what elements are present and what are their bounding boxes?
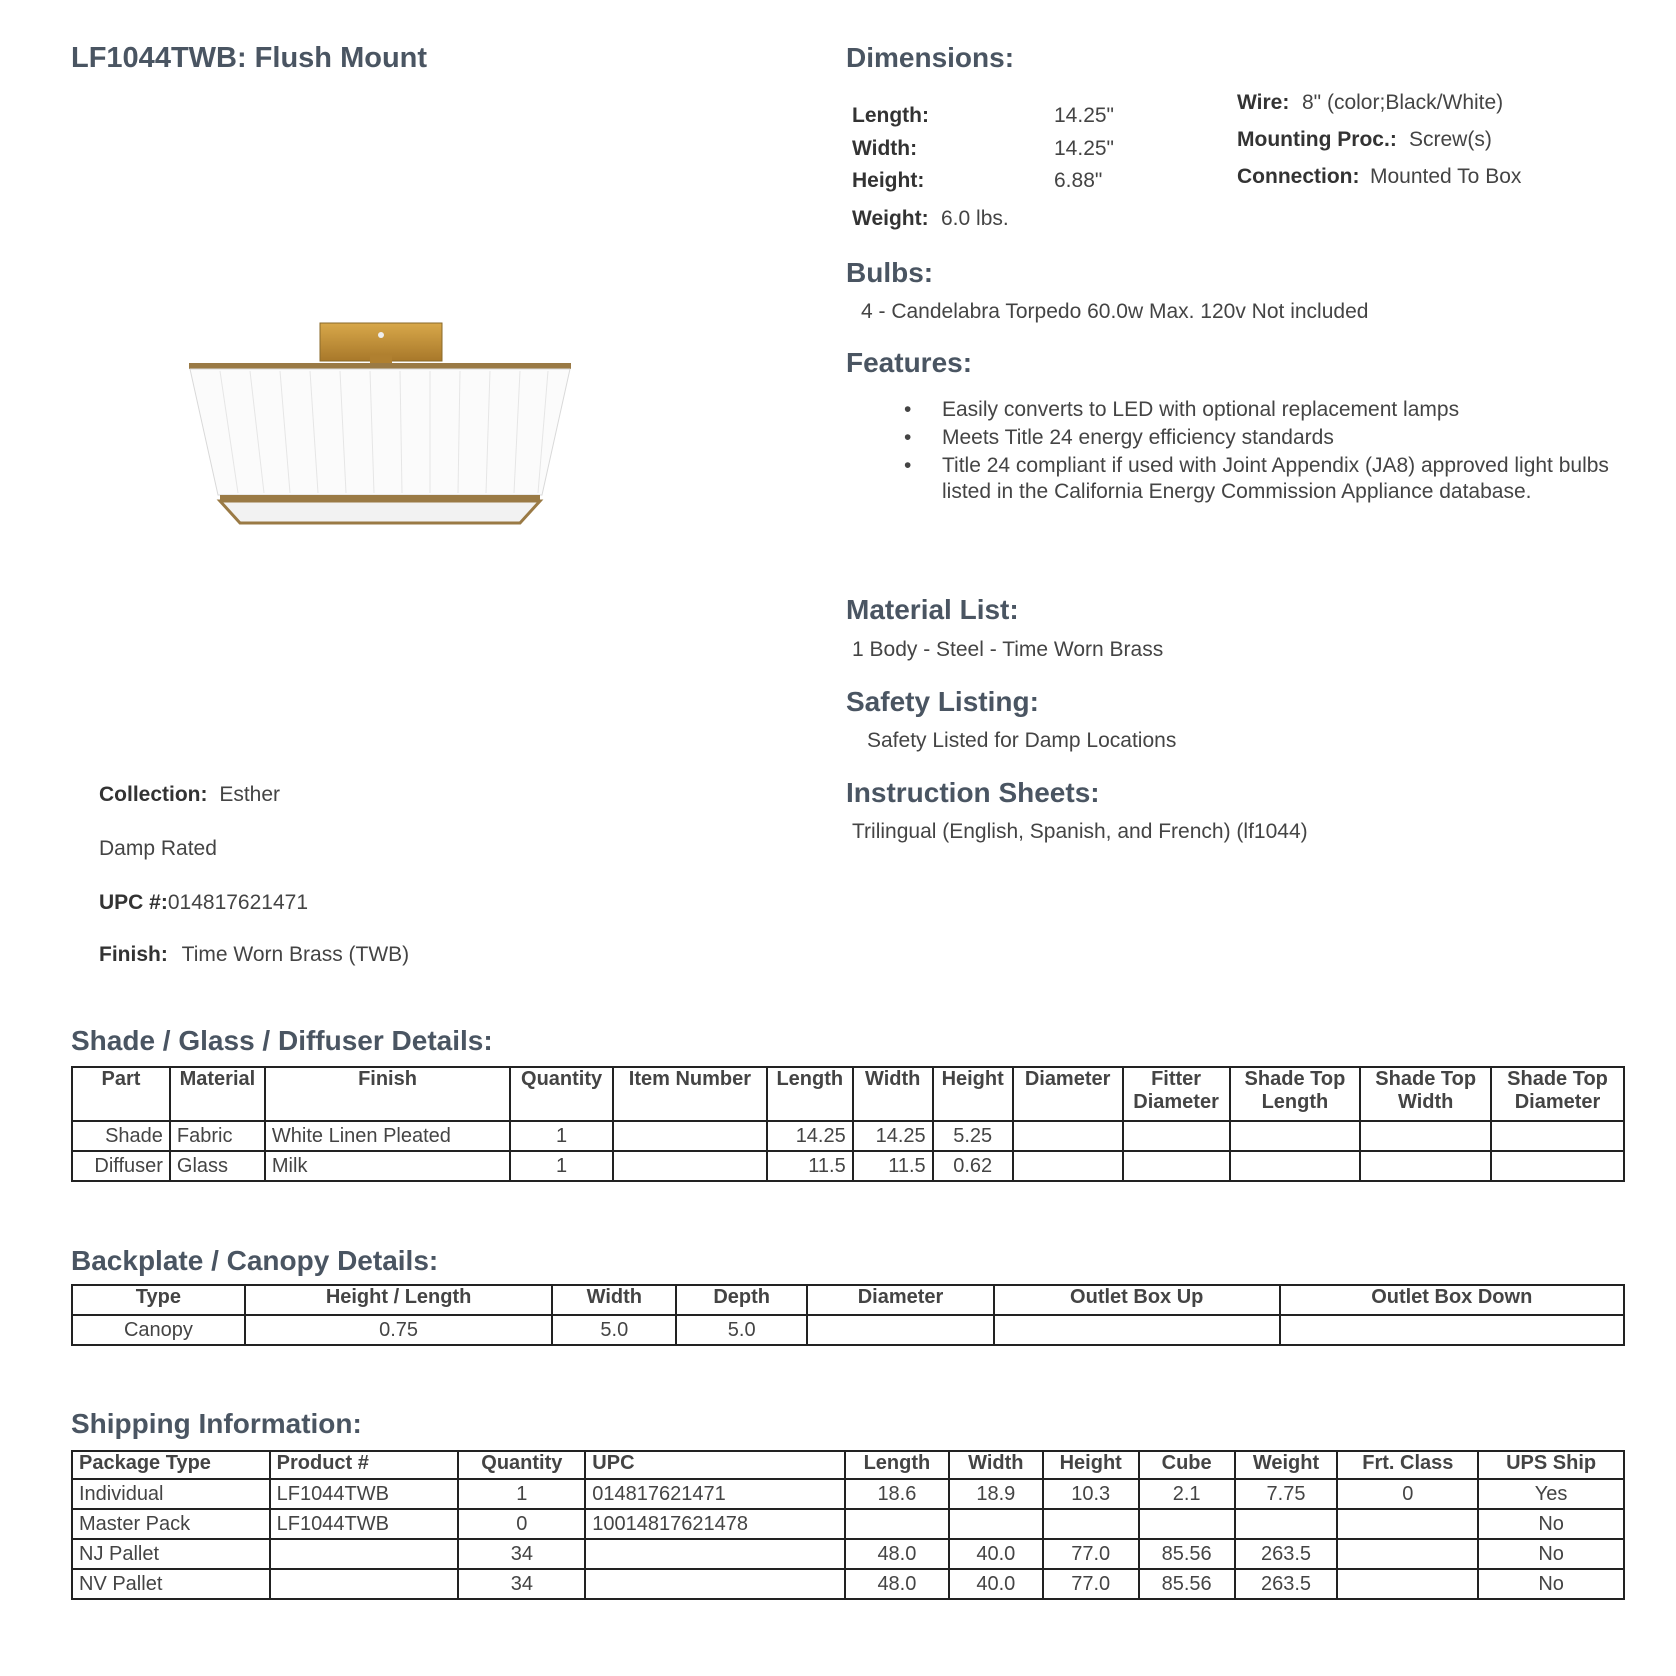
table-cell: 1: [458, 1479, 585, 1509]
table-cell: Milk: [265, 1151, 510, 1181]
col-header: UPC: [585, 1451, 845, 1479]
table-cell: 0: [1337, 1479, 1478, 1509]
length-value: 14.25": [1054, 104, 1115, 127]
safety-text: Safety Listed for Damp Locations: [867, 729, 1177, 752]
col-header: Package Type: [72, 1451, 270, 1479]
damp-rated: Damp Rated: [99, 837, 217, 860]
table-cell: Master Pack: [72, 1509, 270, 1539]
table-cell: 14.25: [853, 1121, 933, 1151]
table-cell: [613, 1151, 767, 1181]
connection-value: Mounted To Box: [1370, 165, 1522, 188]
table-cell: [1337, 1539, 1478, 1569]
col-header: Material: [170, 1067, 265, 1121]
length-label: Length:: [852, 104, 929, 127]
col-header: Length: [845, 1451, 949, 1479]
table-cell: Diffuser: [72, 1151, 170, 1181]
table-cell: 18.9: [949, 1479, 1043, 1509]
finish-label: Finish:: [99, 943, 168, 966]
table-cell: 263.5: [1235, 1569, 1338, 1599]
feature-item: • Meets Title 24 energy efficiency standards: [904, 425, 1614, 451]
table-row: [72, 1315, 1624, 1345]
table-cell: 5.25: [933, 1121, 1013, 1151]
table-cell: 14.25: [767, 1121, 853, 1151]
col-header: Width: [853, 1067, 933, 1121]
table-cell: [270, 1569, 459, 1599]
col-header: Length: [767, 1067, 853, 1121]
table-cell: [1123, 1121, 1230, 1151]
table-cell: 10014817621478: [585, 1509, 845, 1539]
table-cell: [1230, 1151, 1361, 1181]
table-cell: [1123, 1151, 1230, 1181]
table-cell: [1043, 1509, 1139, 1539]
col-header: Height: [933, 1067, 1013, 1121]
bulbs-text: 4 - Candelabra Torpedo 60.0w Max. 120v Not included: [861, 300, 1369, 323]
col-header: UPS Ship: [1478, 1451, 1624, 1479]
finish-line: [99, 943, 409, 967]
table-cell: 0.75: [245, 1315, 553, 1345]
material-heading: Material List:: [846, 594, 1019, 625]
col-header: Frt. Class: [1337, 1451, 1478, 1479]
table-row: [72, 1151, 1624, 1181]
instructions-heading: Instruction Sheets:: [846, 777, 1100, 808]
weight-value: 6.0 lbs.: [941, 207, 1009, 230]
col-header: Cube: [1139, 1451, 1235, 1479]
table-cell: [585, 1539, 845, 1569]
table-cell: Individual: [72, 1479, 270, 1509]
col-header: Width: [552, 1285, 676, 1315]
table-row: [72, 1569, 1624, 1599]
table-cell: 10.3: [1043, 1479, 1139, 1509]
feature-item: • Easily converts to LED with optional replacement lamps: [904, 397, 1614, 423]
table-cell: No: [1478, 1539, 1624, 1569]
table-cell: 48.0: [845, 1569, 949, 1599]
table-cell: 85.56: [1139, 1569, 1235, 1599]
table-cell: 7.75: [1235, 1479, 1338, 1509]
mounting-label: Mounting Proc.:: [1237, 128, 1397, 151]
col-header: Quantity: [458, 1451, 585, 1479]
col-header: Finish: [265, 1067, 510, 1121]
product-image: [180, 315, 580, 530]
material-text: 1 Body - Steel - Time Worn Brass: [852, 638, 1164, 661]
upc-value: 014817621471: [167, 891, 309, 914]
table-row: [72, 1539, 1624, 1569]
table-cell: No: [1478, 1509, 1624, 1539]
table-cell: 48.0: [845, 1539, 949, 1569]
feature-item: • Title 24 compliant if used with Joint Appendix (JA8) approved light bulbs listed in the California Energy Commission Appliance database.: [904, 453, 1614, 505]
table-cell: [1360, 1151, 1491, 1181]
table-cell: 77.0: [1043, 1569, 1139, 1599]
table-cell: Fabric: [170, 1121, 265, 1151]
table-cell: [1491, 1151, 1624, 1181]
table-cell: 11.5: [853, 1151, 933, 1181]
table-cell: 0: [458, 1509, 585, 1539]
col-header: Quantity: [510, 1067, 613, 1121]
table-cell: [1013, 1121, 1123, 1151]
col-header: Fitter Diameter: [1123, 1067, 1230, 1121]
shipping-heading: Shipping Information:: [71, 1408, 362, 1439]
col-header: Diameter: [807, 1285, 994, 1315]
table-cell: [807, 1315, 994, 1345]
backplate-table: [71, 1284, 1625, 1346]
page-title: LF1044TWB: Flush Mount: [71, 42, 428, 74]
col-header: Width: [949, 1451, 1043, 1479]
table-cell: White Linen Pleated: [265, 1121, 510, 1151]
table-cell: 77.0: [1043, 1539, 1139, 1569]
table-cell: 5.0: [552, 1315, 676, 1345]
connection-label: Connection:: [1237, 165, 1360, 188]
shipping-table: [71, 1450, 1625, 1600]
weight-label: Weight:: [852, 207, 929, 230]
safety-heading: Safety Listing:: [846, 686, 1039, 717]
table-cell: 263.5: [1235, 1539, 1338, 1569]
col-header: Shade Top Length: [1230, 1067, 1361, 1121]
table-cell: Canopy: [72, 1315, 245, 1345]
table-cell: [949, 1509, 1043, 1539]
table-row: [72, 1479, 1624, 1509]
table-cell: 014817621471: [585, 1479, 845, 1509]
dimensions-heading: Dimensions:: [846, 42, 1015, 73]
collection-value: Esther: [219, 783, 281, 806]
table-cell: 18.6: [845, 1479, 949, 1509]
col-header: Shade Top Diameter: [1491, 1067, 1624, 1121]
table-cell: Yes: [1478, 1479, 1624, 1509]
table-cell: [1360, 1121, 1491, 1151]
table-cell: [585, 1569, 845, 1599]
width-label: Width:: [852, 137, 918, 160]
col-header: Outlet Box Down: [1280, 1285, 1625, 1315]
table-cell: 1: [510, 1151, 613, 1181]
col-header: Item Number: [613, 1067, 767, 1121]
bulbs-heading: Bulbs:: [846, 257, 934, 288]
table-cell: [1013, 1151, 1123, 1181]
height-label: Height:: [852, 169, 925, 192]
table-cell: 85.56: [1139, 1539, 1235, 1569]
table-cell: 34: [458, 1539, 585, 1569]
table-cell: 40.0: [949, 1539, 1043, 1569]
table-cell: [1337, 1509, 1478, 1539]
table-row: [72, 1509, 1624, 1539]
col-header: Weight: [1235, 1451, 1338, 1479]
table-cell: [994, 1315, 1280, 1345]
collection-label: Collection:: [99, 783, 208, 806]
table-cell: 2.1: [1139, 1479, 1235, 1509]
table-cell: LF1044TWB: [270, 1509, 459, 1539]
table-cell: [270, 1539, 459, 1569]
table-cell: Glass: [170, 1151, 265, 1181]
upc-label: UPC #:: [99, 891, 168, 914]
col-header: Height: [1043, 1451, 1139, 1479]
shade-heading: Shade / Glass / Diffuser Details:: [71, 1025, 493, 1056]
table-cell: 11.5: [767, 1151, 853, 1181]
table-cell: 1: [510, 1121, 613, 1151]
table-cell: [613, 1121, 767, 1151]
table-cell: No: [1478, 1569, 1624, 1599]
col-header: Type: [72, 1285, 245, 1315]
shade-table: [71, 1066, 1625, 1182]
width-value: 14.25": [1054, 137, 1115, 160]
col-header: Height / Length: [245, 1285, 553, 1315]
table-row: [72, 1121, 1624, 1151]
col-header: Product #: [270, 1451, 459, 1479]
backplate-heading: Backplate / Canopy Details:: [71, 1245, 439, 1276]
features-list: [904, 397, 1614, 507]
col-header: Shade Top Width: [1360, 1067, 1491, 1121]
upc-line: [99, 891, 308, 915]
table-cell: 5.0: [676, 1315, 807, 1345]
finish-value: Time Worn Brass (TWB): [181, 943, 410, 966]
wire-value: 8" (color;Black/White): [1302, 91, 1504, 114]
collection-line: [99, 783, 280, 807]
table-cell: NJ Pallet: [72, 1539, 270, 1569]
table-cell: LF1044TWB: [270, 1479, 459, 1509]
table-cell: NV Pallet: [72, 1569, 270, 1599]
table-cell: 0.62: [933, 1151, 1013, 1181]
height-value: 6.88": [1054, 169, 1103, 192]
table-cell: [1280, 1315, 1625, 1345]
table-cell: Shade: [72, 1121, 170, 1151]
table-cell: [1337, 1569, 1478, 1599]
col-header: Part: [72, 1067, 170, 1121]
table-cell: [1491, 1121, 1624, 1151]
wire-label: Wire:: [1237, 91, 1290, 114]
col-header: Diameter: [1013, 1067, 1123, 1121]
instructions-link[interactable]: Trilingual (English, Spanish, and French) (lf1044): [852, 820, 1308, 843]
features-heading: Features:: [846, 347, 973, 378]
table-cell: [1230, 1121, 1361, 1151]
col-header: Outlet Box Up: [994, 1285, 1280, 1315]
mounting-value: Screw(s): [1409, 128, 1492, 151]
table-cell: [1139, 1509, 1235, 1539]
table-cell: [1235, 1509, 1338, 1539]
col-header: Depth: [676, 1285, 807, 1315]
table-cell: 34: [458, 1569, 585, 1599]
table-cell: [845, 1509, 949, 1539]
table-cell: 40.0: [949, 1569, 1043, 1599]
